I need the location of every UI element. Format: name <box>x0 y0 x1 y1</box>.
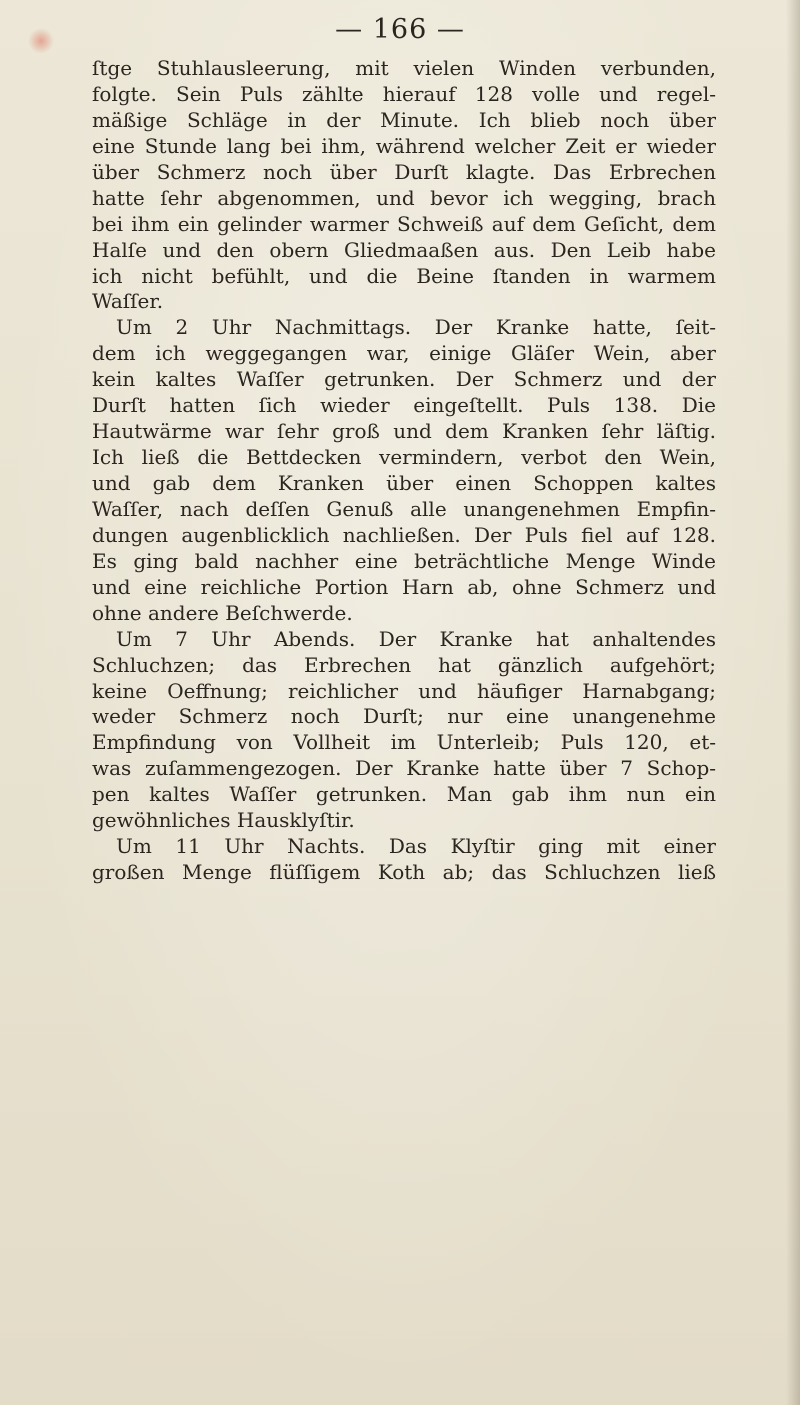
text-line: weder Schmerz noch Durſt; nur eine unangenehme <box>92 704 716 729</box>
text-line: über Schmerz noch über Durſt klagte. Das Erbrechen <box>92 159 716 184</box>
text-line: gewöhnliches Hausklyſtir. <box>92 808 355 833</box>
text-line: folgte. Sein Puls zählte hierauf 128 volle und regel- <box>92 81 716 106</box>
text-line: was zuſammengezogen. Der Kranke hatte über 7 Schop- <box>92 756 716 781</box>
text-line: und eine reichliche Portion Harn ab, ohne Schmerz und <box>92 574 716 599</box>
text-line: Empfindung von Vollheit im Unterleib; Puls 120, et- <box>92 730 716 755</box>
text-line: ſtge Stuhlausleerung, mit vielen Winden verbunden, <box>92 56 716 80</box>
text-line: eine Stunde lang bei ihm, während welcher Zeit er wieder <box>92 133 716 158</box>
text-line: ohne andere Beſchwerde. <box>92 600 353 625</box>
text-line: Um 7 Uhr Abends. Der Kranke hat anhaltendes <box>116 626 716 651</box>
text-line: hatte ſehr abgenommen, und bevor ich wegging, brach <box>92 185 716 210</box>
text-line: Es ging bald nachher eine beträchtliche Menge Winde <box>92 548 716 573</box>
text-line: Um 2 Uhr Nachmittags. Der Kranke hatte, ſeit- <box>116 315 716 340</box>
text-line: kein kaltes Waſſer getrunken. Der Schmerz und der <box>92 367 716 392</box>
text-line: Um 11 Uhr Nachts. Das Klyſtir ging mit einer <box>116 834 716 859</box>
text-line: ich nicht befühlt, und die Beine ſtanden in warmem <box>92 263 716 288</box>
text-line: Waſſer, nach deſſen Genuß alle unangenehmen Empfin- <box>92 496 716 521</box>
text-line: keine Oeffnung; reichlicher und häufiger Harnabgang; <box>92 678 716 703</box>
text-line: mäßige Schläge in der Minute. Ich blieb noch über <box>92 107 716 132</box>
text-line: bei ihm ein gelinder warmer Schweiß auf dem Geſicht, dem <box>92 211 716 236</box>
text-line: pen kaltes Waſſer getrunken. Man gab ihm nun ein <box>92 782 716 807</box>
text-line: dem ich weggegangen war, einige Gläſer Wein, aber <box>92 341 716 366</box>
text-line: großen Menge flüſſigem Koth ab; das Schluchzen ließ <box>92 860 716 885</box>
text-line: Waſſer. <box>92 289 164 314</box>
text-line: Schluchzen; das Erbrechen hat gänzlich aufgehört; <box>92 652 716 677</box>
page-edge-shadow <box>786 0 800 1405</box>
text-line: Halſe und den obern Gliedmaaßen aus. Den Leib habe <box>92 237 716 262</box>
page-number: — 166 — <box>335 14 465 45</box>
text-line: Hautwärme war ſehr groß und dem Kranken ſehr läſtig. <box>92 419 716 444</box>
text-line: und gab dem Kranken über einen Schoppen kaltes <box>92 471 716 495</box>
text-line: Ich ließ die Bettdecken vermindern, verbot den Wein, <box>92 445 716 470</box>
text-line: dungen augenblicklich nachließen. Der Puls fiel auf 128. <box>92 522 716 547</box>
body-text <box>92 56 716 886</box>
text-line: Durſt hatten ſich wieder eingeſtellt. Puls 138. Die <box>92 393 716 418</box>
